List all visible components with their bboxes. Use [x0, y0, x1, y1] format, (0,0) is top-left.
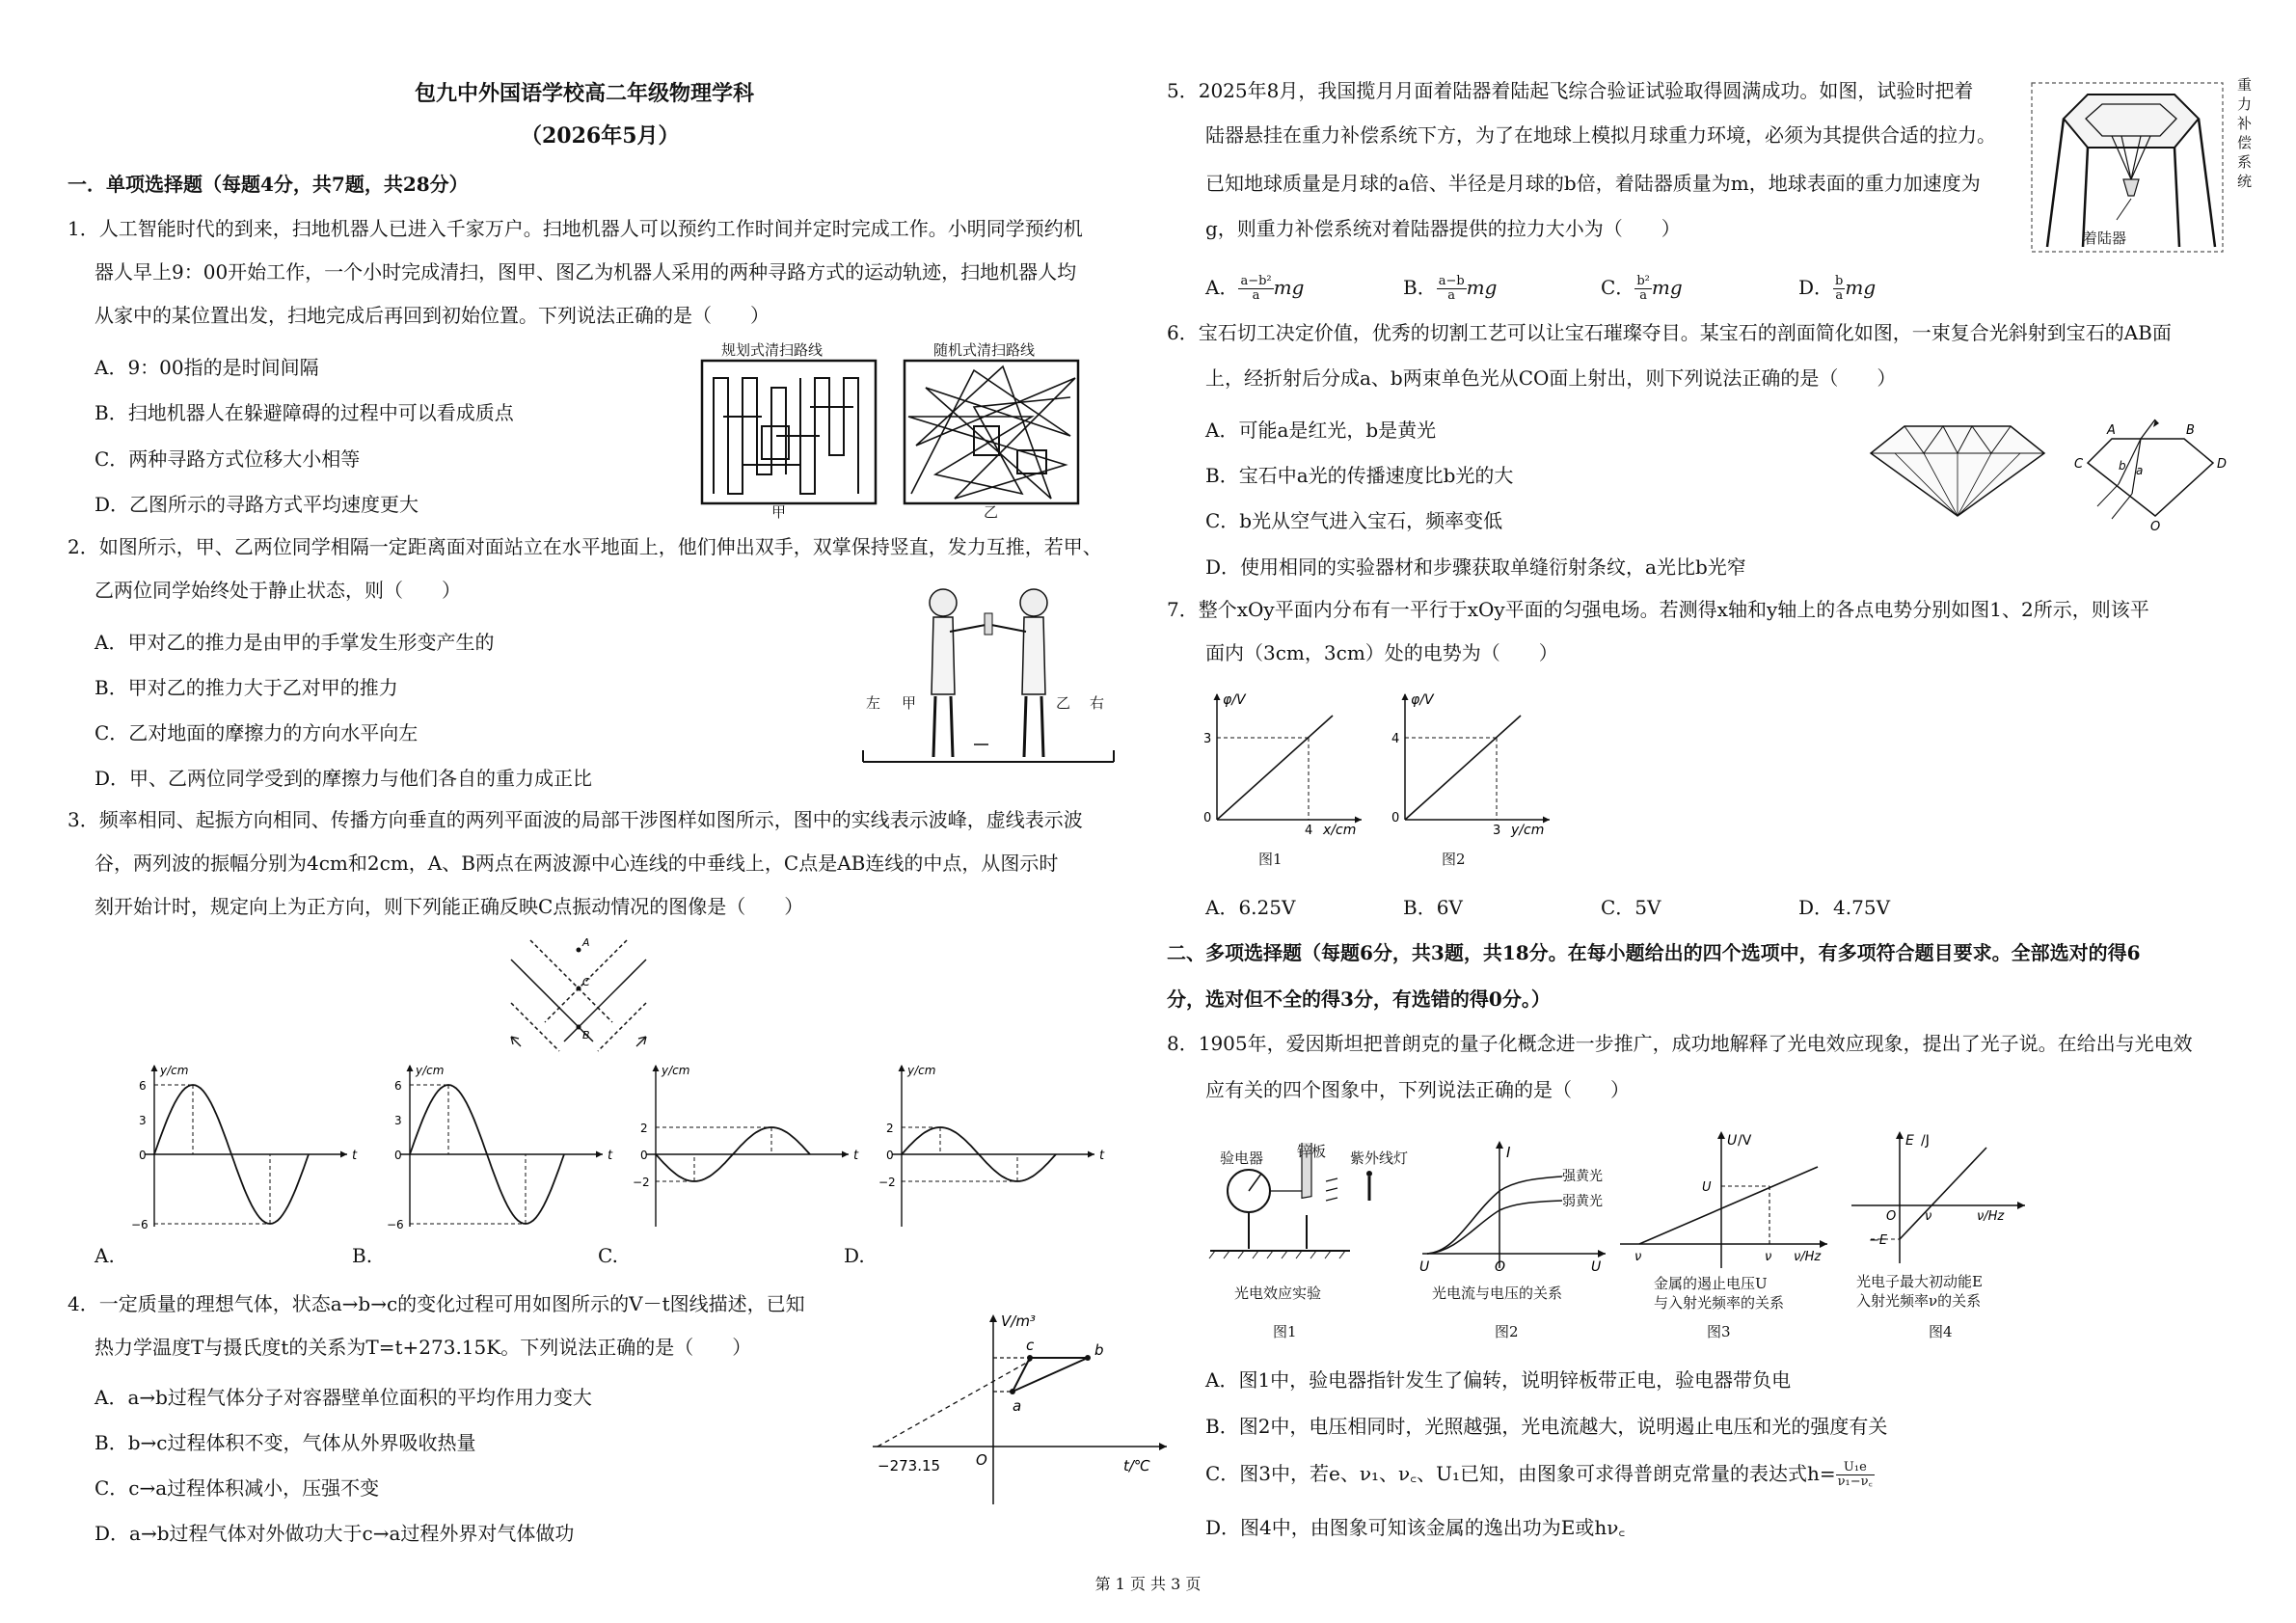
q3-graph-tick: 2 — [640, 1122, 648, 1135]
q5-lander-figure — [2030, 75, 2256, 258]
exam-date: （2026年5月） — [521, 123, 680, 149]
q3-graph-t-label: t — [352, 1149, 358, 1163]
q2-fig-yi: 乙 — [1056, 694, 1071, 712]
q7-origin: 0 — [1391, 811, 1400, 825]
q3-graph-tick: −2 — [633, 1176, 650, 1189]
q3-stem-line3: 刻开始计时，规定向上为正方向，则下列能正确反映C点振动情况的图像是（ ） — [95, 895, 804, 918]
q3-graph-tick: 0 — [394, 1149, 402, 1162]
q8-stem-line1: 8．1905年，爱因斯坦把普朗克的量子化概念进一步推广，成功地解释了光电效应现象，提出了光子说。在给出与光电效 — [1167, 1032, 2193, 1055]
q3-point-b: B — [582, 1029, 590, 1041]
q5-option-b[interactable]: B． $\frac{a-b}{a}$ mg — [1403, 274, 1498, 303]
q6-gem-section — [2068, 415, 2252, 530]
q3-graph-tick: −2 — [878, 1176, 896, 1189]
q7-stem-line1: 7．整个xOy平面内分布有一平行于xOy平面的匀强电场。若测得x轴和y轴上的各点电势分别如图1、2所示，则该平 — [1167, 598, 2149, 621]
q2-stem-line1: 2．如图所示，甲、乙两位同学相隔一定距离面对面站立在水平地面上，他们伸出双手，双掌保持竖直，发力互推，若甲、 — [68, 535, 1102, 558]
q7-caption-1: 图1 — [1258, 851, 1283, 868]
q5-stem-line3: 已知地球质量是月球的a倍、半径是月球的b倍，着陆器质量为m，地球表面的重力加速度为 — [1205, 172, 1981, 195]
q1-fig-right-label: 乙 — [984, 503, 999, 521]
q8-f3-v1: ν — [1765, 1250, 1772, 1264]
q3-graph-y-arrow — [653, 1065, 660, 1071]
q6-beam-b: b — [2119, 459, 2126, 473]
q2-option-a[interactable]: A．甲对乙的推力是由甲的手掌发生形变产生的 — [95, 631, 495, 654]
q3-graph-y-label: y/cm — [416, 1064, 445, 1077]
q8-option-b[interactable]: B．图2中，电压相同时，光照越强，光电流越大，说明遏止电压和光的强度有关 — [1205, 1415, 1888, 1438]
q4-option-c[interactable]: C．c→a过程体积减小，压强不变 — [95, 1476, 380, 1500]
q8-option-c[interactable]: C．图3中，若e、ν₁、ν꜀、U₁已知，由图象可求得普朗克常量的表达式h= $\frac{\text{U₁e}}{\text{ν₁−ν꜀}}$ — [1205, 1460, 1874, 1489]
q3-graph-t-label: t — [853, 1149, 859, 1163]
q5-fig-system-label: 重力补偿系统 — [2237, 76, 2253, 190]
q8-f4-vhz: ν/Hz — [1977, 1209, 2005, 1224]
q1-option-d[interactable]: D．乙图所示的寻路方式平均速度更大 — [95, 493, 419, 516]
section-2-heading-line2: 分，选对但不全的得3分，有选错的得0分。） — [1167, 987, 1551, 1011]
q6-beam-a: a — [2136, 464, 2144, 477]
q3-graph-tick: −6 — [131, 1218, 149, 1231]
q3-option-a[interactable]: A. — [95, 1244, 115, 1267]
q8-f2-number: 图2 — [1495, 1323, 1519, 1340]
q7-y-arrow — [1214, 693, 1221, 700]
q7-figure-2 — [1384, 675, 1567, 844]
q8-f1-electroscope: 验电器 — [1220, 1150, 1264, 1167]
q1-path-figures — [685, 359, 1119, 513]
q6-option-a[interactable]: A．可能a是红光，b是黄光 — [1205, 419, 1437, 442]
q7-y-tick: 3 — [1203, 732, 1212, 746]
q3-option-b[interactable]: B. — [352, 1244, 373, 1267]
q6-stem-line2: 上，经折射后分成a、b两束单色光从CO面上射出，则下列说法正确的是（ ） — [1205, 366, 1897, 390]
q4-option-d[interactable]: D．a→b过程气体对外做功大于c→a过程外界对气体做功 — [95, 1522, 575, 1545]
q8-f4-caption-1: 光电子最大初动能E — [1856, 1273, 1983, 1290]
q5-stem-line2: 陆器悬挂在重力补偿系统下方，为了在地球上模拟月球重力环境，必须为其提供合适的拉力。 — [1205, 123, 1996, 147]
q6-pt-c: C — [2074, 457, 2084, 472]
q3-graph-tick: 2 — [886, 1122, 894, 1135]
q8-f3-vhz: ν/Hz — [1794, 1250, 1822, 1264]
q4-option-a[interactable]: A．a→b过程气体分子对容器壁单位面积的平均作用力变大 — [95, 1386, 592, 1409]
q7-phi-label: φ/V — [1411, 692, 1434, 708]
q1-stem-line1: 1．人工智能时代的到来，扫地机器人已进入千家万户。扫地机器人可以预约工作时间并定时完成工作。小明同学预约机 — [68, 217, 1083, 240]
q8-figure-3 — [1615, 1123, 1832, 1278]
q7-x-label: x/cm — [1323, 823, 1357, 838]
q8-f3-number: 图3 — [1707, 1323, 1731, 1340]
q8-option-d[interactable]: D．图4中，由图象可知该金属的逸出功为E或hν꜀ — [1205, 1516, 1626, 1539]
q5-option-c[interactable]: C． $\frac{\text{b²}}{a}$ mg — [1601, 274, 1683, 303]
q7-option-d[interactable]: D．4.75V — [1798, 896, 1891, 919]
q1-option-b[interactable]: B．扫地机器人在躲避障碍的过程中可以看成质点 — [95, 401, 514, 424]
q4-state-b: b — [1094, 1341, 1104, 1359]
q7-option-c[interactable]: C．5V — [1601, 896, 1661, 919]
q6-pt-o: O — [2150, 520, 2161, 530]
q3-graph-tick: 3 — [394, 1114, 402, 1127]
q3-point-a: A — [582, 936, 590, 949]
q2-fig-right: 右 — [1090, 694, 1105, 712]
q2-push-figure — [858, 579, 1119, 771]
q4-neg-label: −273.15 — [878, 1457, 941, 1474]
random-path-figure — [905, 361, 1078, 503]
q3-stem-line2: 谷，两列波的振幅分别为4cm和2cm，A、B两点在两波源中心连线的中垂线上，C点是AB连线的中点，从图示时 — [95, 852, 1059, 875]
q1-option-c[interactable]: C．两种寻路方式位移大小相等 — [95, 447, 361, 471]
q8-f2-caption: 光电流与电压的关系 — [1432, 1285, 1563, 1302]
q8-f4-ek: E — [1905, 1133, 1914, 1149]
q7-caption-2: 图2 — [1442, 851, 1466, 868]
q3-graph-y-arrow — [151, 1065, 158, 1071]
q2-option-b[interactable]: B．甲对乙的推力大于乙对甲的推力 — [95, 676, 398, 699]
q8-f3-vc: ν — [1634, 1250, 1642, 1264]
q3-graph-tick: 3 — [139, 1114, 147, 1127]
q7-x-label: y/cm — [1511, 823, 1545, 838]
q3-graph-tick: 0 — [139, 1149, 147, 1162]
q2-fig-left: 左 — [866, 694, 881, 712]
q4-stem-line2: 热力学温度T与摄氏度t的关系为T=t+273.15K。下列说法正确的是（ ） — [95, 1336, 752, 1359]
q4-v-axis-label: V/m³ — [1001, 1312, 1036, 1330]
q1-stem-line3: 从家中的某位置出发，扫地完成后再回到初始位置。下列说法正确的是（ ） — [95, 304, 770, 327]
page-footer: 第 1 页 共 3 页 — [1094, 1575, 1202, 1593]
q3-interference-figure — [501, 931, 656, 1056]
q1-stem-line2: 器人早上9：00开始工作，一个小时完成清扫，图甲、图乙为机器人采用的两种寻路方式的运动轨迹，扫地机器人均 — [95, 260, 1077, 284]
q7-origin: 0 — [1203, 811, 1212, 825]
q6-pt-a: A — [2107, 423, 2116, 438]
q8-f3-caption-1: 金属的遏止电压U — [1654, 1275, 1768, 1292]
q8-f1-uv-lamp: 紫外线灯 — [1350, 1150, 1409, 1167]
q4-state-c: c — [1026, 1337, 1035, 1354]
q1-fig-left-label: 甲 — [771, 503, 787, 521]
q5-stem-line1: 5．2025年8月，我国揽月月面着陆器着陆起飞综合验证试验取得圆满成功。如图，试验时把着 — [1167, 79, 1974, 102]
planned-path-figure — [702, 361, 876, 503]
q1-fig-right-title: 随机式清扫路线 — [933, 341, 1036, 359]
q8-f1-caption: 光电效应实验 — [1234, 1285, 1322, 1302]
q3-graph-t-arrow — [842, 1151, 849, 1158]
q2-option-c[interactable]: C．乙对地面的摩擦力的方向水平向左 — [95, 721, 419, 744]
q7-potential-line — [1405, 716, 1521, 820]
q7-y-arrow — [1402, 693, 1409, 700]
section-2-heading-line1: 二、多项选择题（每题6分，共3题，共18分。在每小题给出的四个选项中，有多项符合题目要求。全部选对的得6 — [1167, 941, 2141, 964]
q8-f4-o: O — [1886, 1209, 1897, 1224]
q3-graph-t-arrow — [596, 1151, 603, 1158]
q7-option-a[interactable]: A．6.25V — [1205, 896, 1296, 919]
q2-stem-line2: 乙两位同学始终处于静止状态，则（ ） — [95, 579, 461, 602]
q8-f4-caption-2: 入射光频率ν的关系 — [1856, 1292, 1982, 1310]
q3-graph-t-arrow — [1088, 1151, 1094, 1158]
q6-option-d[interactable]: D．使用相同的实验器材和步骤获取单缝衍射条纹，a光比b光窄 — [1205, 555, 1746, 579]
q6-option-c[interactable]: C．b光从空气进入宝石，频率变低 — [1205, 509, 1503, 532]
q6-pt-d: D — [2217, 457, 2228, 472]
q7-phi-label: φ/V — [1223, 692, 1246, 708]
q7-x-tick: 3 — [1493, 824, 1501, 838]
q3-graph-y-label: y/cm — [662, 1064, 690, 1077]
q8-figure-4 — [1842, 1123, 2035, 1268]
q3-graph-t-label: t — [1099, 1149, 1105, 1163]
q5-option-a[interactable]: A． $\frac{\text{a−b²}}{a}$ mg — [1205, 274, 1305, 303]
q5-option-d[interactable]: D． $\frac{b}{a}$ mg — [1798, 274, 1877, 303]
q8-f4-number: 图4 — [1929, 1323, 1953, 1340]
q3-graph-t-label: t — [608, 1149, 613, 1163]
q3-option-c[interactable]: C. — [598, 1244, 618, 1267]
q8-f4-vc: ν — [1925, 1209, 1932, 1224]
q5-stem-line4: g，则重力补偿系统对着陆器提供的拉力大小为（ ） — [1205, 217, 1681, 240]
q4-t-axis-label: t/℃ — [1123, 1457, 1150, 1474]
q8-f3-caption-2: 与入射光频率的关系 — [1654, 1294, 1785, 1312]
q8-figure-2 — [1418, 1138, 1610, 1273]
q6-gem-drawing — [1866, 415, 2049, 521]
q1-option-a[interactable]: A．9：00指的是时间间隔 — [95, 356, 319, 379]
q3-graph-t-arrow — [340, 1151, 347, 1158]
q8-f2-weak: 弱黄光 — [1562, 1194, 1603, 1209]
q3-vibration-graphs — [77, 1061, 1138, 1273]
q3-graph-tick: 6 — [394, 1079, 402, 1093]
q8-f4-e: −E — [1869, 1233, 1888, 1248]
q3-graph-tick: −6 — [387, 1218, 404, 1231]
q7-stem-line2: 面内（3cm，3cm）处的电势为（ ） — [1205, 641, 1558, 664]
q2-fig-jia: 甲 — [902, 694, 917, 712]
q1-fig-left-title: 规划式清扫路线 — [721, 341, 824, 359]
q8-f2-i: I — [1506, 1144, 1511, 1161]
q8-f3-unit: /V — [1738, 1133, 1752, 1149]
q4-state-a: a — [1013, 1397, 1022, 1415]
q8-f4-unit: /J — [1921, 1133, 1930, 1149]
q5-fig-lander-label: 着陆器 — [2083, 230, 2127, 247]
q8-f2-o: O — [1495, 1259, 1506, 1273]
q8-option-a[interactable]: A．图1中，验电器指针发生了偏转，说明锌板带正电，验电器带负电 — [1205, 1368, 1792, 1392]
q2-option-d[interactable]: D．甲、乙两位同学受到的摩擦力与他们各自的重力成正比 — [95, 767, 593, 790]
q3-graph-tick: 6 — [139, 1079, 147, 1093]
q7-x-tick: 4 — [1305, 824, 1313, 838]
q8-f2-uc: U — [1419, 1259, 1430, 1273]
q7-y-tick: 4 — [1391, 732, 1400, 746]
q3-graph-tick: 0 — [886, 1149, 894, 1162]
q6-option-b[interactable]: B．宝石中a光的传播速度比b光的大 — [1205, 464, 1514, 487]
q4-stem-line1: 4．一定质量的理想气体，状态a→b→c的变化过程可用如图所示的V－t图线描述，已知 — [68, 1292, 805, 1315]
q7-option-b[interactable]: B．6V — [1403, 896, 1463, 919]
q4-origin: O — [976, 1451, 987, 1469]
q4-option-b[interactable]: B．b→c过程体积不变，气体从外界吸收热量 — [95, 1431, 476, 1454]
q8-f3-uc: U — [1727, 1133, 1738, 1149]
q3-graph-y-arrow — [407, 1065, 414, 1071]
section-1-heading: 一．单项选择题（每题4分，共7题，共28分） — [68, 173, 469, 196]
q3-graph-y-label: y/cm — [907, 1064, 936, 1077]
q8-stem-line2: 应有关的四个图象中，下列说法正确的是（ ） — [1205, 1078, 1630, 1101]
q7-figure-1 — [1196, 675, 1379, 844]
q3-stem-line1: 3．频率相同、起振方向相同、传播方向垂直的两列平面波的局部干涉图样如图所示，图中的实线表示波峰，虚线表示波 — [68, 808, 1083, 831]
q3-option-d[interactable]: D. — [844, 1244, 865, 1267]
q8-f1-zinc: 锌板 — [1297, 1143, 1327, 1160]
q6-pt-b: B — [2186, 423, 2195, 438]
q8-f1-number: 图1 — [1273, 1323, 1297, 1340]
q8-f2-u: U — [1591, 1259, 1602, 1273]
exam-title: 包九中外国语学校高二年级物理学科 — [415, 81, 755, 106]
q7-potential-line — [1217, 716, 1333, 820]
q3-graph-tick: 0 — [640, 1149, 648, 1162]
q8-f3-u1: U — [1702, 1180, 1712, 1195]
q3-graph-y-label: y/cm — [160, 1064, 189, 1077]
q6-stem-line1: 6．宝石切工决定价值，优秀的切割工艺可以让宝石璀璨夺目。某宝石的剖面简化如图，一束复合光斜射到宝石的AB面 — [1167, 321, 2172, 344]
q3-graph-y-arrow — [899, 1065, 905, 1071]
q8-f2-strong: 强黄光 — [1562, 1169, 1603, 1184]
q4-vt-graph — [858, 1307, 1176, 1509]
q3-point-c: C — [582, 976, 590, 988]
